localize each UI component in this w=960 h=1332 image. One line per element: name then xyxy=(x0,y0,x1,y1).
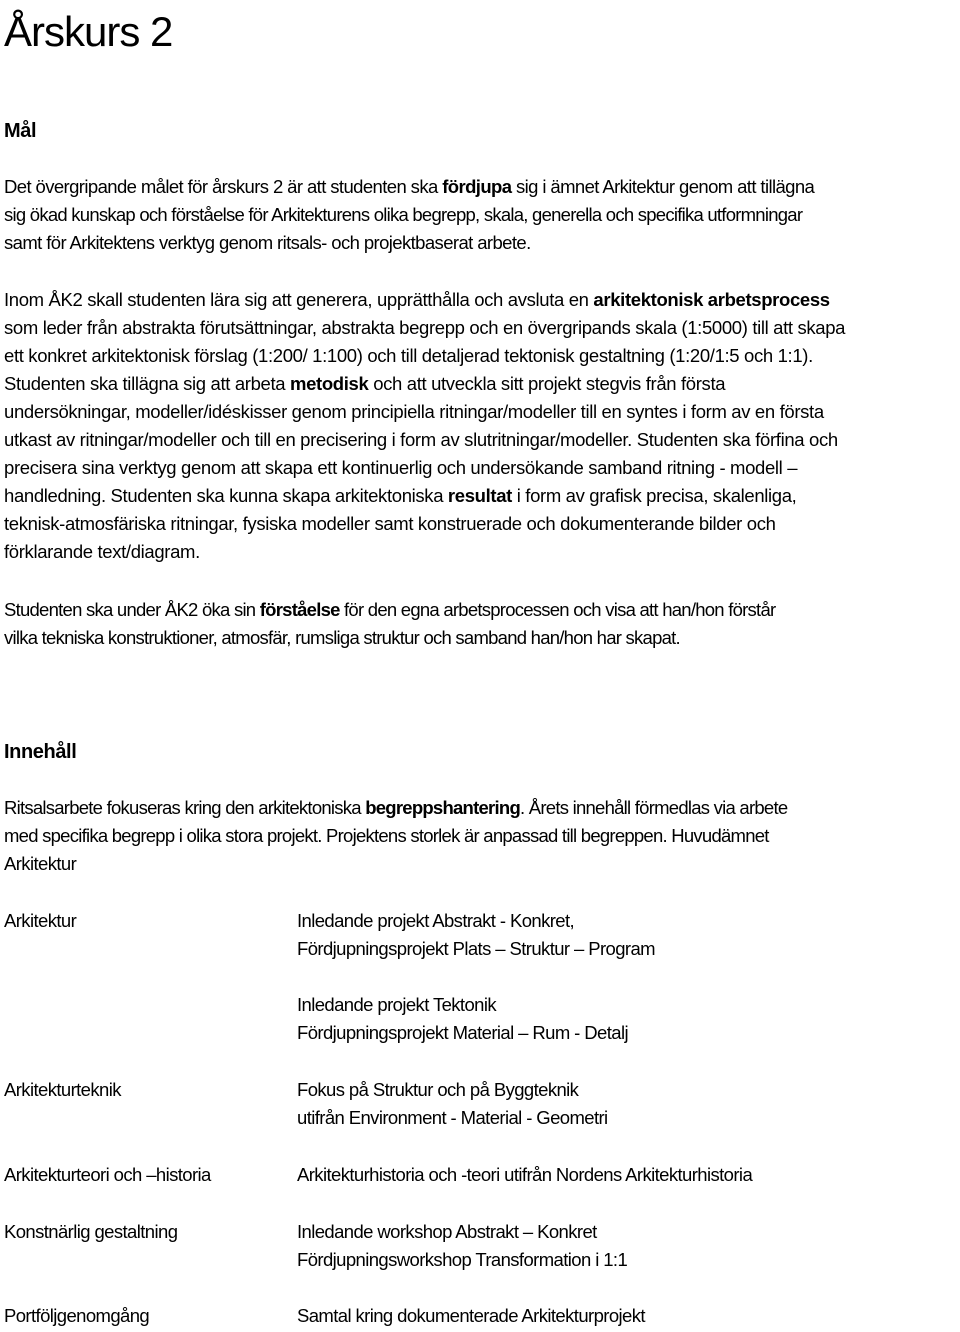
goals-heading: Mål xyxy=(4,120,37,142)
process-line-4: Studenten ska tillägna sig att arbeta metodisk och att utveckla sitt projekt stegvis från första xyxy=(4,373,726,394)
goals-intro-line-2: sig ökad kunskap och förståelse för Arkitekturens olika begrepp, skala, generella och specifika utformningar xyxy=(4,204,803,225)
course-description-line: Samtal kring dokumenterade Arkitekturprojekt xyxy=(297,1305,645,1326)
content-intro-line-2: med specifika begrepp i olika stora projekt. Projektens storlek är anpassad till begreppen. Huvudämnet xyxy=(4,825,769,846)
process-line-3: ett konkret arkitektonisk förslag (1:200/ 1:100) och till detaljerad tektonisk gestaltning (1:20/1:5 och 1:1). xyxy=(4,345,813,366)
process-line-10: förklarande text/diagram. xyxy=(4,541,200,562)
course-description-line: Fördjupningsprojekt Material – Rum - Detalj xyxy=(297,1022,628,1043)
course-description-line: utifrån Environment - Material - Geometri xyxy=(297,1107,608,1128)
emphasis-fordjupa: fördjupa xyxy=(442,176,512,197)
course-description-line: Inledande projekt Tektonik xyxy=(297,994,497,1015)
goals-intro-line-3: samt för Arkitektens verktyg genom ritsals- och projektbaserat arbete. xyxy=(4,232,531,253)
goals-intro-line-1: Det övergripande målet för årskurs 2 är att studenten ska fördjupa sig i ämnet Arkitektur genom att tillägna xyxy=(4,176,815,197)
course-label: Arkitekturteknik xyxy=(4,1079,121,1100)
content-intro-paragraph xyxy=(4,794,958,878)
course-description xyxy=(297,1218,627,1274)
course-description xyxy=(297,907,655,963)
goals-intro-paragraph xyxy=(4,173,958,257)
course-label: Arkitektur xyxy=(4,910,77,931)
emphasis-metodisk: metodisk xyxy=(289,373,369,394)
emphasis-arbetsprocess: arkitektonisk arbetsprocess xyxy=(593,289,830,310)
course-label: Portföljgenomgång xyxy=(4,1305,150,1326)
process-line-2: som leder från abstrakta förutsättningar, abstrakta begrepp och en övergripands skala (1:5000) till att skapa xyxy=(4,317,846,338)
page-title: Årskurs 2 xyxy=(4,8,173,55)
course-description xyxy=(297,1161,752,1189)
process-line-1: Inom ÅK2 skall studenten lära sig att generera, upprätthålla och avsluta en arkitektonisk arbetsprocess xyxy=(4,289,830,310)
course-description-line: Inledande workshop Abstrakt – Konkret xyxy=(297,1221,597,1242)
course-description xyxy=(297,1076,608,1132)
course-label: Arkitekturteori och –historia xyxy=(4,1164,211,1185)
process-line-6: utkast av ritningar/modeller och till en precisering i form av slutritningar/modeller. Studenten ska förfina och xyxy=(4,429,838,450)
emphasis-resultat: resultat xyxy=(447,485,512,506)
course-description-line: Fördjupningsworkshop Transformation i 1:1 xyxy=(297,1249,628,1270)
course-description-line: Inledande projekt Abstrakt - Konkret, xyxy=(297,910,575,931)
process-paragraph xyxy=(4,286,958,566)
emphasis-begreppshantering: begreppshantering xyxy=(365,797,521,818)
understanding-line-1: Studenten ska under ÅK2 öka sin förståelse för den egna arbetsprocessen och visa att han/hon förstår xyxy=(4,599,776,620)
content-heading: Innehåll xyxy=(4,741,77,763)
course-description-line: Fokus på Struktur och på Byggteknik xyxy=(297,1079,579,1100)
course-description-line: Fördjupningsprojekt Plats – Struktur – Program xyxy=(297,938,655,959)
understanding-line-2: vilka tekniska konstruktioner, atmosfär, rumsliga struktur och samband han/hon har skapat. xyxy=(4,627,680,648)
course-description-line: Arkitekturhistoria och -teori utifrån Nordens Arkitekturhistoria xyxy=(297,1164,753,1185)
process-line-9: teknisk-atmosfäriska ritningar, fysiska modeller samt konstruerade och dokumenterande bilder och xyxy=(4,513,776,534)
process-line-5: undersökningar, modeller/idéskisser genom principiella ritningar/modeller till en syntes i form av en första xyxy=(4,401,824,422)
content-intro-line-1: Ritsalsarbete fokuseras kring den arkitektoniska begreppshantering. Årets innehåll förmedlas via arbete xyxy=(4,797,788,818)
process-line-7: precisera sina verktyg genom att skapa ett kontinuerlig och undersökande samband ritning - modell – xyxy=(4,457,798,478)
emphasis-forstaelse: förståelse xyxy=(259,599,340,620)
course-description xyxy=(297,991,628,1047)
process-line-8: handledning. Studenten ska kunna skapa arkitektoniska resultat i form av grafisk precisa, skalenliga, xyxy=(4,485,797,506)
course-label: Konstnärlig gestaltning xyxy=(4,1221,178,1242)
content-intro-line-3: Arkitektur xyxy=(4,853,77,874)
course-description xyxy=(297,1302,645,1330)
understanding-paragraph xyxy=(4,596,958,652)
